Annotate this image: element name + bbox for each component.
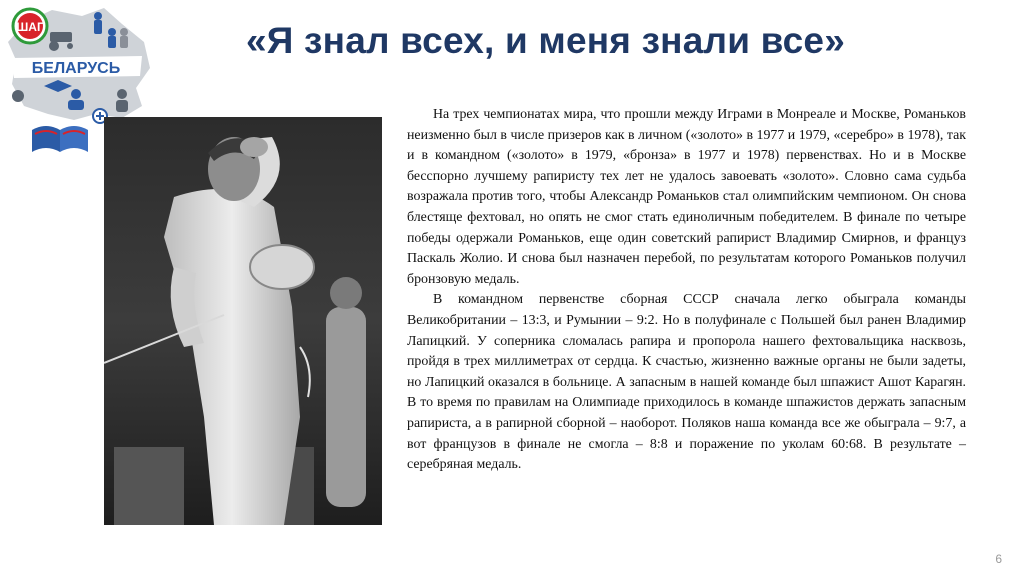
logo-top-text: ШАГ <box>16 20 44 34</box>
person-icon <box>116 89 128 112</box>
theatre-masks-icon <box>12 90 24 102</box>
logo-country-text: БЕЛАРУСЬ <box>31 60 121 77</box>
paragraph-2: В командном первенстве сборная СССР сначала легко обыграла команды Великобритании – 13:3, и Румынии – 9:2. Но в полуфинале с Польшей был ранен Владимир Лапицкий. У соперника сломалась рапира и пропорола нашего фехтовальщика насквозь, пройдя в трех миллиметрах от сердца. К счастью, жизненно важные органы не были задеты, но Лапицкий оказался в больнице. А запасным в нашей команде был шпажист Ашот Карагян. В то время по правилам на Олимпиаде приходилось в команде шпажистов держать запасным рапириста, а в рапирной сборной – наоборот. Поляков наша команда все же обыграла – 9:7, а вот французов в финале не смогла – 8:8 и поражение по уколам 60:68. В результате – серебряная медаль. <box>407 292 966 473</box>
page-number: 6 <box>995 552 1002 566</box>
slide-title: «Я знал всех, и меня знали все» <box>246 20 845 61</box>
article-text <box>407 105 966 476</box>
book-icon <box>32 126 88 152</box>
paragraph-1: На трех чемпионатах мира, что прошли между Играми в Монреале и Москве, Романьков неизменно был в числе призеров как в личном («золото» в 1977 и 1979, «серебро» в 1978), так и в командном («золото» в 1979, «бронза» в 1977 и 1978) первенствах. Но и в Москве бесспорно лучшему рапиристу тех лет не удалось завоевать «золото». Словно сама судьба возражала против того, чтобы Александр Романьков стал олимпийским чемпионом. Он снова блестяще фехтовал, но опять не смог стать единоличным победителем. В финале по четыре победы одержали Романьков, еще один советский рапирист Владимир Смирнов, и француз Паскаль Жолио. И снова был назначен перебой, по результатам которого Романьков получил бронзовую медаль. <box>407 107 966 287</box>
fencer-photo <box>104 117 382 525</box>
